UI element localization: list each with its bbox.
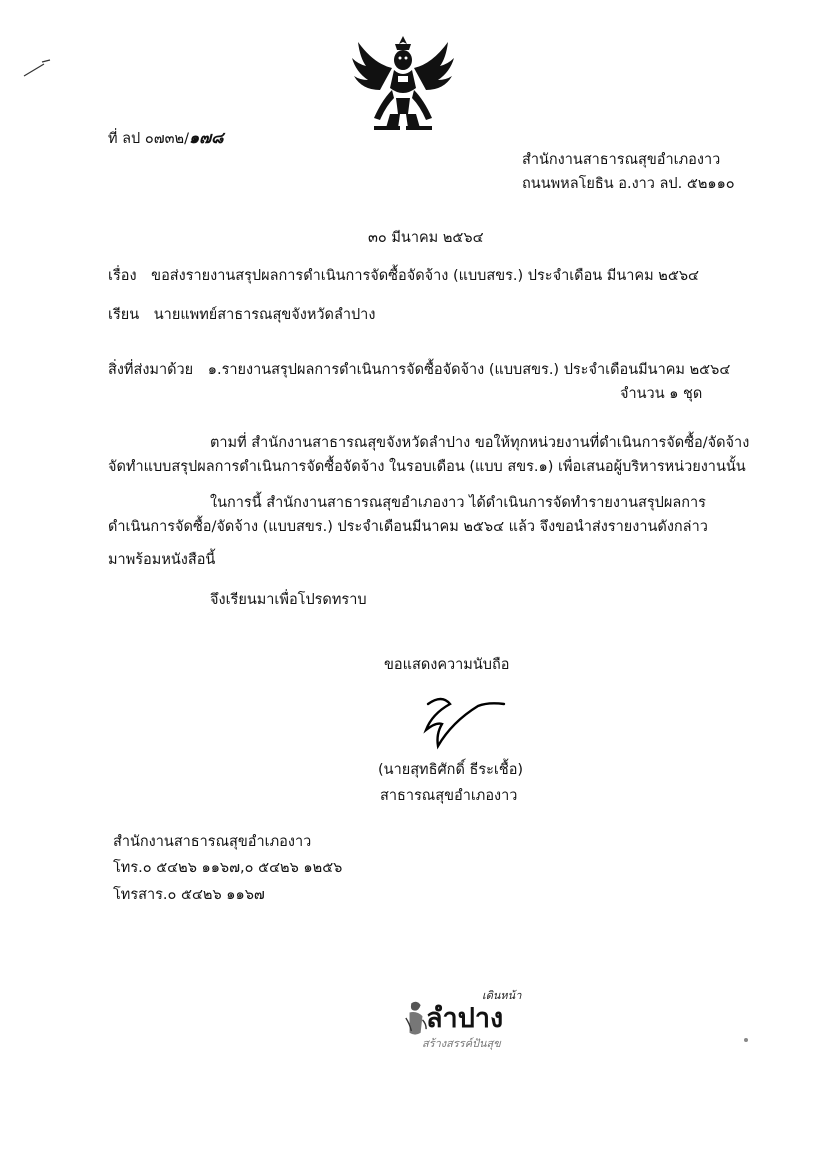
paragraph-1-line-1: ตามที่ สำนักงานสาธารณสุขจังหวัดลำปาง ขอให้ทุกหน่วยงานที่ดำเนินการจัดซื้อ/จัดจ้าง [210, 435, 750, 451]
reference-number: ๑๗๘ [188, 128, 224, 147]
logo-tagline-top: เดินหน้า [482, 989, 522, 1002]
footer-fax: โทรสาร.๐ ๕๔๒๖ ๑๑๖๗ [113, 887, 265, 903]
handwritten-signature [418, 690, 508, 752]
letter-date: ๓๐ มีนาคม ๒๕๖๔ [368, 230, 484, 246]
closing-request: จึงเรียนมาเพื่อโปรดทราบ [210, 592, 367, 608]
paragraph-1-line-2: จัดทำแบบสรุปผลการดำเนินการจัดซื้อจัดจ้าง ในรอบเดือน (แบบ สขร.๑) เพื่อเสนอผู้บริหารหน่วยงานนั้น [108, 459, 746, 475]
figure-icon [404, 998, 428, 1038]
subject-label: เรื่อง [108, 268, 137, 284]
logo-tagline-bottom: สร้างสรรค์ปันสุข [422, 1037, 501, 1050]
footer-phone: โทร.๐ ๕๔๒๖ ๑๑๖๗,๐ ๕๔๒๖ ๑๒๕๖ [113, 860, 343, 876]
subject-text: ขอส่งรายงานสรุปผลการดำเนินการจัดซื้อจัดจ้าง (แบบสขร.) ประจำเดือน มีนาคม ๒๕๖๔ [151, 268, 699, 284]
office-address: ถนนพหลโยธิน อ.งาว ลป. ๕๒๑๑๐ [522, 176, 735, 192]
lampang-campaign-logo [400, 982, 560, 1058]
paragraph-2-line-2: ดำเนินการจัดซื้อ/จัดจ้าง (แบบสขร.) ประจำเดือนมีนาคม ๒๕๖๔ แล้ว จึงขอนำส่งรายงานดังกล่าว [108, 519, 708, 535]
garuda-emblem-icon [348, 30, 458, 140]
signatory-name: (นายสุทธิศักดิ์ ธีระเชื้อ) [378, 762, 524, 778]
footer-office: สำนักงานสาธารณสุขอำเภองาว [113, 834, 312, 850]
scan-speck [744, 1038, 748, 1042]
recipient-label: เรียน [108, 307, 140, 323]
enclosure-label: สิ่งที่ส่งมาด้วย [108, 362, 194, 378]
signatory-position: สาธารณสุขอำเภองาว [380, 788, 518, 804]
paragraph-2-line-1: ในการนี้ สำนักงานสาธารณสุขอำเภองาว ได้ดำเนินการจัดทำรายงานสรุปผลการ [210, 495, 706, 511]
recipient-text: นายแพทย์สาธารณสุขจังหวัดลำปาง [153, 307, 376, 323]
reference-label: ที่ ลป ๐๗๓๒/ [108, 131, 189, 147]
paragraph-2-line-3: มาพร้อมหนังสือนี้ [108, 552, 216, 568]
office-name: สำนักงานสาธารณสุขอำเภองาว [522, 152, 721, 168]
logo-main-text: ลำปาง [426, 1003, 504, 1034]
enclosure-quantity: จำนวน ๑ ชุด [620, 386, 703, 402]
pen-mark [22, 58, 52, 78]
closing-salutation: ขอแสดงความนับถือ [384, 657, 510, 673]
enclosure-text: ๑.รายงานสรุปผลการดำเนินการจัดซื้อจัดจ้าง (แบบสขร.) ประจำเดือนมีนาคม ๒๕๖๔ [207, 362, 731, 378]
